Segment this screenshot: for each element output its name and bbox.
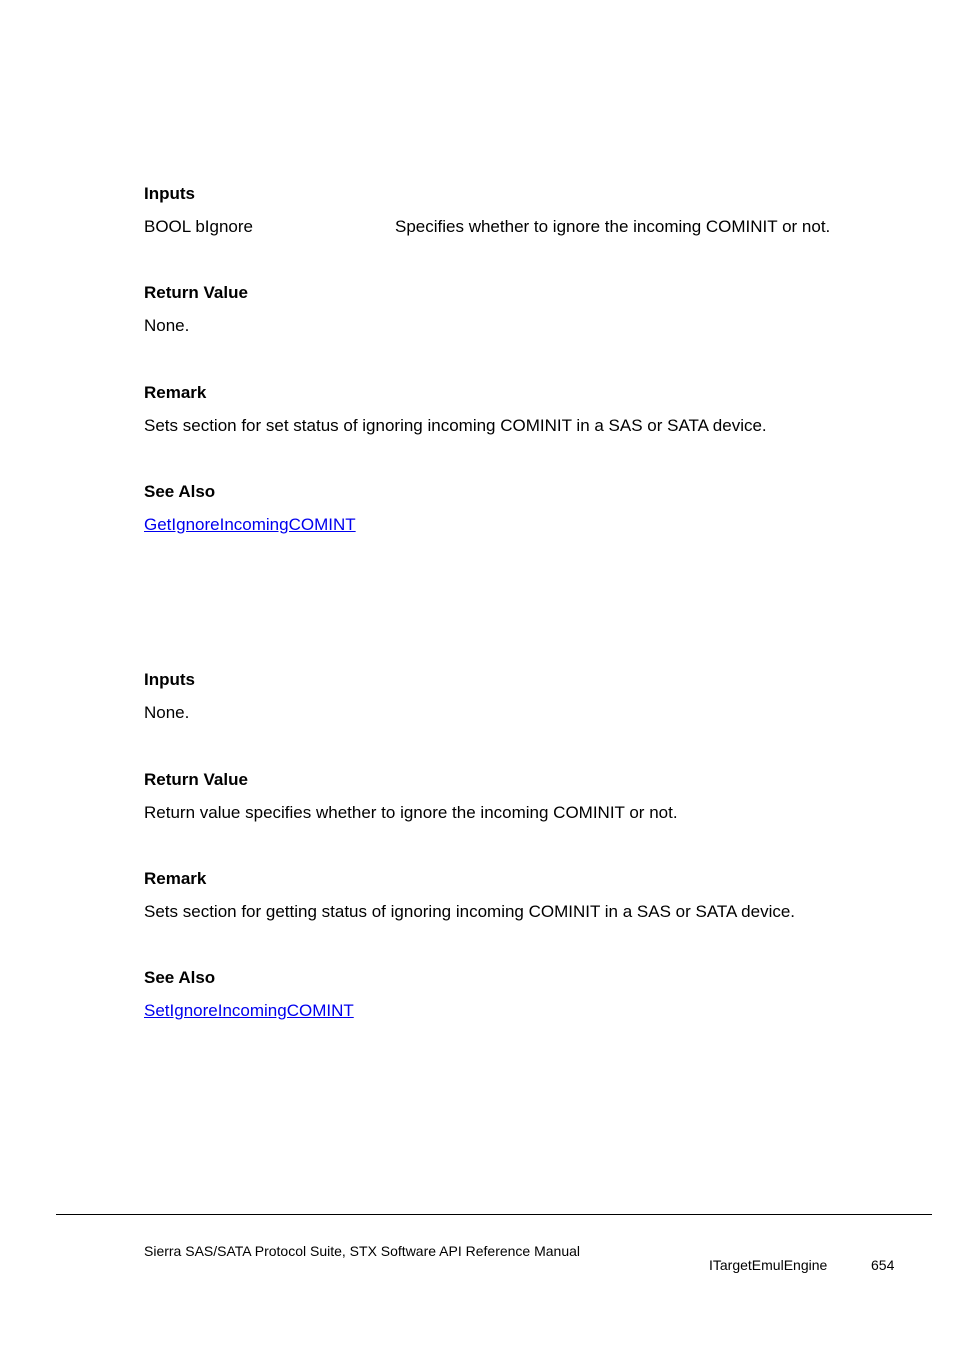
footer-page-number: 654 (871, 1257, 895, 1273)
remark-text: Sets section for set status of ignoring incoming COMINIT in a SAS or SATA device. (144, 416, 767, 435)
remark-heading: Remark (144, 383, 207, 402)
remark-text: Sets section for getting status of ignoring incoming COMINIT in a SAS or SATA device. (144, 902, 796, 921)
inputs-text: None. (144, 703, 190, 722)
return-value-heading: Return Value (144, 283, 248, 302)
see-also-heading: See Also (144, 968, 216, 987)
inputs-heading: Inputs (144, 670, 195, 689)
remark-heading: Remark (144, 869, 207, 888)
return-value-text: None. (144, 316, 190, 335)
param-name: BOOL bIgnore (144, 217, 253, 236)
return-value-text: Return value specifies whether to ignore the incoming COMINIT or not. (144, 803, 678, 822)
see-also-heading: See Also (144, 482, 216, 501)
footer-divider (56, 1214, 932, 1215)
see-also-link[interactable]: GetIgnoreIncomingCOMINT (144, 515, 356, 534)
footer-section-name: ITargetEmulEngine (709, 1257, 828, 1273)
footer-manual-title: Sierra SAS/SATA Protocol Suite, STX Software API Reference Manual (144, 1243, 581, 1259)
param-description: Specifies whether to ignore the incoming COMINIT or not. (395, 217, 831, 236)
inputs-heading: Inputs (144, 184, 195, 203)
return-value-heading: Return Value (144, 770, 248, 789)
see-also-link[interactable]: SetIgnoreIncomingCOMINT (144, 1001, 354, 1020)
